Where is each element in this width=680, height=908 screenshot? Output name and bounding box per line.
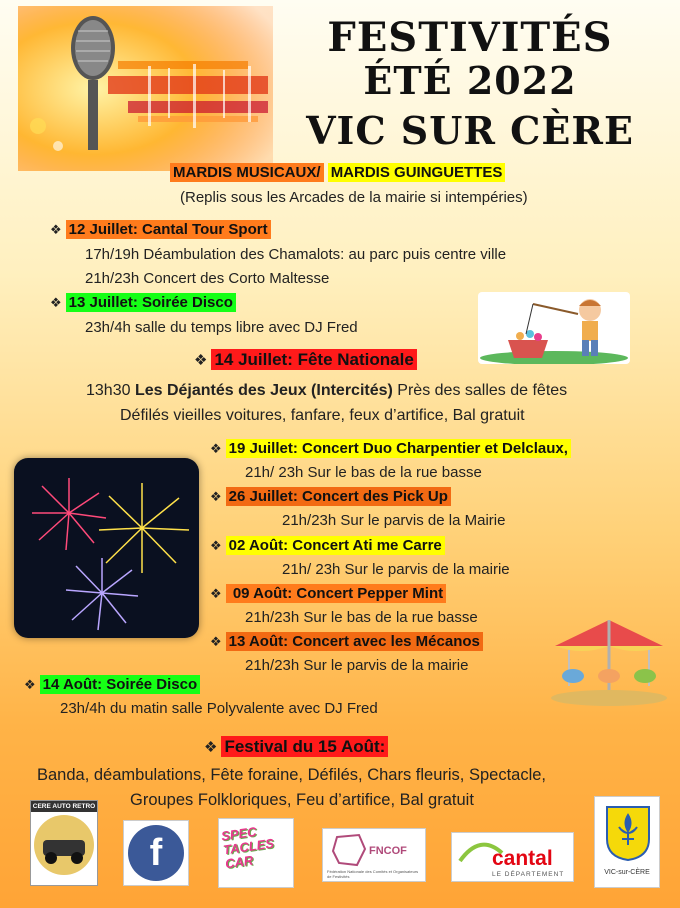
logo-cantal: cantal LE DÉPARTEMENT — [451, 832, 574, 882]
event-detail: Banda, déambulations, Fête foraine, Défilés, Chars fleuris, Spectacle, — [37, 766, 547, 784]
diamond-bullet-icon: ❖ — [194, 352, 208, 369]
diamond-bullet-icon: ❖ — [24, 677, 36, 692]
logo-spectacles: SPEC TACLES CAR — [218, 818, 294, 888]
event-13-aout — [210, 633, 483, 650]
carousel-image — [545, 616, 673, 711]
event-02-aout — [210, 537, 445, 554]
mardis-musicaux: MARDIS MUSICAUX/ — [170, 163, 324, 182]
mardis-guinguettes: MARDIS GUINGUETTES — [328, 163, 506, 182]
logo-cere-auto-retro: CERE AUTO RETRO — [30, 800, 98, 886]
event-15-aout — [204, 737, 388, 757]
mardis-note: (Replis sous les Arcades de la mairie si intempéries) — [180, 189, 528, 206]
event-title: 02 Août: Concert Ati me Carre — [226, 536, 445, 555]
event-detail: 21h/23h Sur le parvis de la mairie — [245, 657, 469, 674]
event-detail: 21h/ 23h Sur le bas de la rue basse — [245, 464, 482, 481]
facebook-icon[interactable]: f — [123, 820, 189, 886]
event-title: 14 Juillet: Fête Nationale — [211, 349, 416, 370]
diamond-bullet-icon: ❖ — [210, 441, 222, 456]
diamond-bullet-icon: ❖ — [50, 295, 62, 310]
title-line-3: VIC SUR CÈRE — [306, 108, 634, 153]
event-detail: 21h/23h Concert des Corto Maltesse — [85, 270, 330, 287]
event-detail: 17h/19h Déambulation des Chamalots: au parc puis centre ville — [85, 246, 507, 263]
diamond-bullet-icon: ❖ — [50, 222, 62, 237]
event-title: 26 Juillet: Concert des Pick Up — [226, 487, 451, 506]
event-14-aout — [24, 676, 200, 693]
event-12-juillet — [50, 221, 271, 238]
title-line-2: ÉTÉ 2022 — [363, 58, 577, 103]
event-title: 13 Juillet: Soirée Disco — [66, 293, 236, 312]
mardis-header — [170, 164, 505, 181]
title-line-1: FESTIVITÉS — [327, 14, 613, 61]
event-09-aout — [210, 585, 446, 602]
event-title: 12 Juillet: Cantal Tour Sport — [66, 220, 271, 239]
event-title: Festival du 15 Août: — [221, 736, 388, 757]
event-13-juillet — [50, 294, 236, 311]
event-title: 13 Août: Concert avec les Mécanos — [226, 632, 483, 651]
event-detail: 23h/4h salle du temps libre avec DJ Fred — [85, 319, 358, 336]
diamond-bullet-icon: ❖ — [204, 739, 218, 756]
event-detail: 21h/23h Sur le bas de la rue basse — [245, 609, 478, 626]
logo-fncof: FNCOF Fédération Nationale des Comités et Organisateurs de Festivités — [322, 828, 426, 882]
event-title: 09 Août: Concert Pepper Mint — [226, 584, 446, 603]
diamond-bullet-icon: ❖ — [210, 489, 222, 504]
diamond-bullet-icon: ❖ — [210, 538, 222, 553]
event-26-juillet — [210, 488, 451, 505]
event-detail: Défilés vieilles voitures, fanfare, feux d’artifice, Bal gratuit — [120, 407, 525, 424]
event-detail: 13h30 Les Déjantés des Jeux (Intercités) Près des salles de fêtes — [86, 382, 568, 399]
diamond-bullet-icon: ❖ — [210, 634, 222, 649]
diamond-bullet-icon: ❖ — [210, 586, 222, 601]
logo-vic-sur-cere: VIC-sur-CÈRE — [594, 796, 660, 888]
event-detail: 23h/4h du matin salle Polyvalente avec DJ Fred — [60, 700, 378, 717]
microphone-image — [18, 6, 273, 171]
event-title: 14 Août: Soirée Disco — [40, 675, 200, 694]
fireworks-image — [14, 458, 199, 638]
event-detail: 21h/ 23h Sur le parvis de la mairie — [282, 561, 510, 578]
event-detail: Groupes Folkloriques, Feu d’artifice, Bal gratuit — [130, 791, 474, 809]
event-detail: 21h/23h Sur le parvis de la Mairie — [282, 512, 506, 529]
child-fishing-image — [478, 292, 630, 364]
event-title: 19 Juillet: Concert Duo Charpentier et Delclaux, — [226, 439, 571, 458]
event-14-juillet — [194, 350, 417, 370]
event-19-juillet — [210, 440, 571, 457]
